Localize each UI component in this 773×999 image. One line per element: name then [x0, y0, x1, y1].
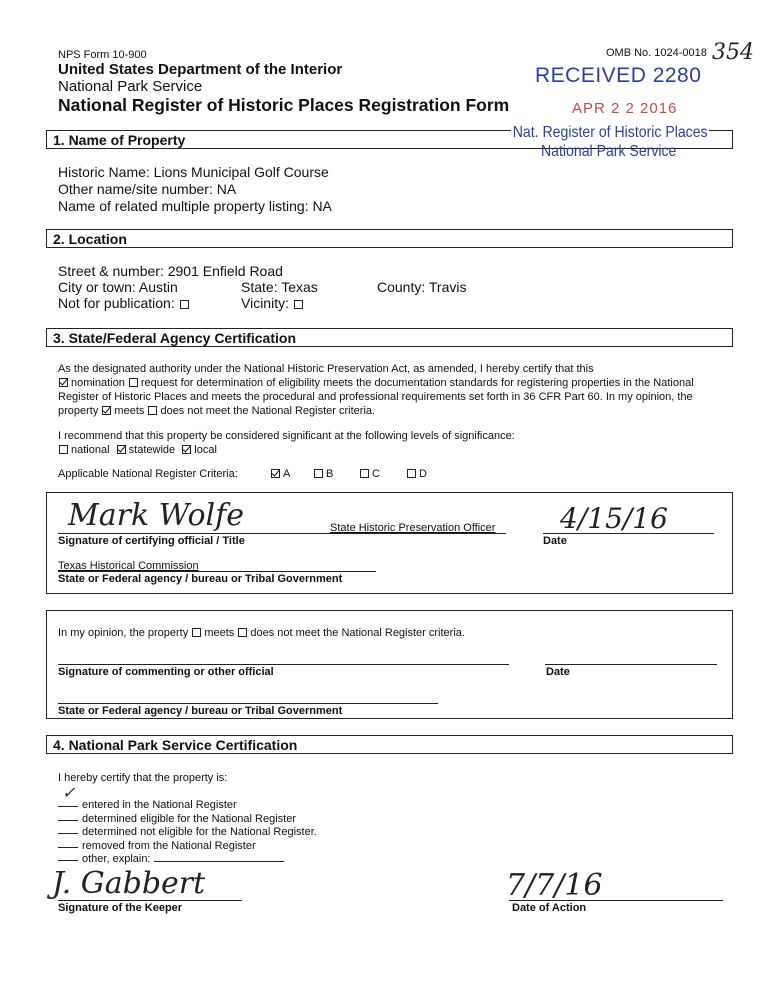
significance-block	[58, 429, 515, 457]
action-date-handwritten: 7/7/16	[506, 868, 603, 903]
cert-line-2	[58, 376, 738, 390]
multiple-listing: Name of related multiple property listing: NA	[58, 198, 332, 214]
statewide-label: statewide	[128, 444, 176, 456]
local-checkbox[interactable]	[182, 445, 191, 454]
criteria-b	[313, 468, 333, 480]
vicinity-label: Vicinity:	[241, 295, 289, 311]
city-town: City or town: Austin	[58, 279, 178, 295]
criteria-c-label: C	[372, 468, 380, 480]
keeper-signature-label: Signature of the Keeper	[58, 902, 183, 914]
other-name: Other name/site number: NA	[58, 181, 237, 197]
agency-label: State or Federal agency / bureau or Tribal Government	[58, 573, 343, 585]
section-4-title: 4. National Park Service Certification	[53, 737, 298, 753]
criteria-b-label: B	[326, 468, 334, 480]
option-eligible[interactable]	[58, 813, 317, 827]
certifying-title: State Historic Preservation Officer	[330, 522, 496, 534]
historic-name: Historic Name: Lions Municipal Golf Course	[58, 164, 329, 180]
commenting-agency-line[interactable]	[58, 703, 438, 704]
certification-paragraph	[58, 362, 738, 418]
not-for-publication-row	[58, 295, 192, 311]
keeper-signature-line	[58, 900, 242, 901]
local-label: local	[194, 444, 217, 456]
meets-checkbox[interactable]	[102, 406, 111, 415]
criteria-d-checkbox[interactable]	[407, 469, 416, 478]
criteria-c	[359, 468, 380, 480]
commenting-agency-label: State or Federal agency / bureau or Tribal Government	[58, 705, 343, 717]
section-3-header	[46, 328, 733, 347]
nat-register-stamp: Nat. Register of Historic Places	[512, 124, 708, 141]
comment-meets-checkbox[interactable]	[192, 628, 201, 637]
opinion-row	[58, 627, 465, 639]
not-for-publication-label: Not for publication:	[58, 295, 175, 311]
criteria-d	[406, 468, 427, 480]
criteria-c-checkbox[interactable]	[360, 469, 369, 478]
certifying-date-handwritten: 4/15/16	[560, 502, 668, 535]
vicinity-checkbox[interactable]	[294, 300, 303, 309]
commenting-date-label: Date	[546, 666, 570, 678]
criteria-b-checkbox[interactable]	[314, 469, 323, 478]
section-1-title: 1. Name of Property	[53, 132, 186, 148]
agency-name: Texas Historical Commission	[58, 560, 199, 572]
property-label: property	[58, 405, 99, 417]
cert-line-3: Register of Historic Places and meets the procedural and professional requirements set forth in 36 CFR Part 60. In my opinion, the	[58, 391, 693, 403]
omb-number: OMB No. 1024-0018	[606, 47, 707, 59]
keeper-options	[58, 799, 317, 867]
service-name: National Park Service	[58, 78, 203, 95]
recommend-text: I recommend that this property be considered significant at the following levels of significance:	[58, 430, 515, 442]
action-date-line	[509, 900, 723, 901]
comment-meets-label: meets	[204, 627, 235, 639]
national-checkbox[interactable]	[59, 445, 68, 454]
criteria-a-label: A	[283, 468, 291, 480]
option-removed[interactable]	[58, 840, 317, 854]
not-meet-label: does not meet the National Register criteria.	[160, 405, 376, 417]
nomination-checkbox[interactable]	[59, 378, 68, 387]
statewide-checkbox[interactable]	[117, 445, 126, 454]
comment-not-meet-checkbox[interactable]	[238, 628, 247, 637]
received-stamp: RECEIVED 2280	[535, 64, 702, 87]
nomination-label: nomination	[71, 377, 125, 389]
certifying-signature-line	[58, 533, 506, 534]
comment-not-meet-label: does not meet the National Register criteria.	[250, 627, 465, 639]
option-entered-label: entered in the National Register	[82, 799, 237, 811]
certifying-signature: Mark Wolfe	[68, 498, 244, 533]
not-meet-checkbox[interactable]	[148, 406, 157, 415]
nps-stamp: National Park Service	[541, 143, 677, 160]
certifying-date-line	[543, 533, 714, 534]
meets-label: meets	[114, 405, 145, 417]
county: County: Travis	[377, 279, 467, 295]
criteria-a	[270, 468, 290, 480]
form-title: National Register of Historic Places Registration Form	[58, 95, 510, 115]
department-title: United States Department of the Interior	[58, 61, 343, 78]
cert-line-1: As the designated authority under the National Historic Preservation Act, as amended, I hereby certify that this	[58, 363, 594, 375]
received-date-stamp: APR 2 2 2016	[572, 100, 678, 117]
option-removed-label: removed from the National Register	[82, 839, 256, 852]
state: State: Texas	[241, 279, 318, 295]
certify-text: I hereby certify that the property is:	[58, 772, 228, 784]
opinion-label: In my opinion, the property	[58, 627, 189, 639]
street-number: Street & number: 2901 Enfield Road	[58, 263, 283, 279]
vicinity-row	[241, 295, 306, 311]
significance-levels	[58, 443, 515, 457]
section-4-header	[46, 735, 733, 754]
action-date-label: Date of Action	[512, 902, 587, 914]
certifying-signature-label: Signature of certifying official / Title	[58, 535, 245, 547]
section-3-title: 3. State/Federal Agency Certification	[53, 330, 296, 346]
certifying-date-label: Date	[543, 535, 567, 547]
national-label: national	[71, 444, 110, 456]
commenting-date-line[interactable]	[545, 664, 717, 665]
request-label: request for determination of eligibility meets the documentation standards for registering properties in the National	[140, 377, 694, 389]
form-number: NPS Form 10-900	[58, 49, 147, 61]
cert-line-4	[58, 404, 738, 418]
criteria-label: Applicable National Register Criteria:	[58, 468, 238, 480]
commenting-signature-label: Signature of commenting or other official	[58, 666, 274, 678]
option-eligible-label: determined eligible for the National Register	[82, 812, 297, 825]
page-number-handwritten: 354	[712, 40, 754, 65]
commenting-signature-line[interactable]	[58, 664, 509, 665]
section-2-header	[46, 229, 733, 248]
keeper-signature: J. Gabbert	[52, 866, 206, 901]
option-other[interactable]	[58, 853, 317, 867]
option-not-eligible[interactable]	[58, 826, 317, 840]
request-checkbox[interactable]	[129, 378, 138, 387]
entered-checkmark: ✓	[62, 783, 76, 802]
criteria-d-label: D	[419, 468, 427, 480]
criteria-a-checkbox[interactable]	[271, 469, 280, 478]
option-other-label: other, explain:	[82, 853, 151, 865]
section-2-title: 2. Location	[53, 231, 127, 247]
option-not-eligible-label: determined not eligible for the National Register.	[82, 826, 317, 838]
agency-line	[58, 571, 376, 572]
option-entered[interactable]	[58, 799, 317, 813]
not-for-publication-checkbox[interactable]	[180, 300, 189, 309]
